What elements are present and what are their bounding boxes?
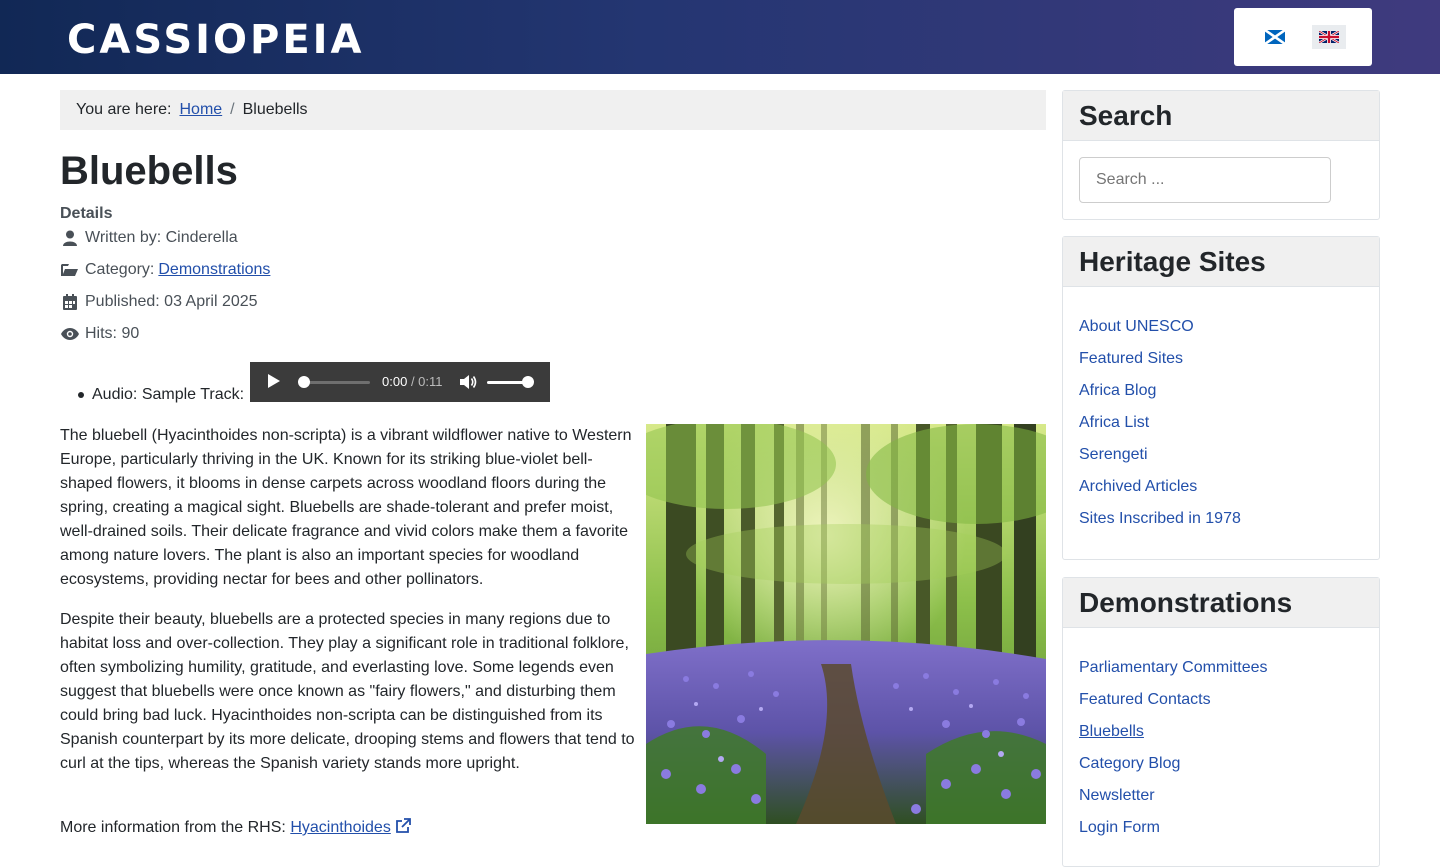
folder-open-icon bbox=[60, 260, 80, 280]
rhs-link[interactable]: Hyacinthoides bbox=[290, 819, 391, 836]
menu-link-about-unesco[interactable]: About UNESCO bbox=[1079, 318, 1194, 335]
search-module-title: Search bbox=[1063, 91, 1379, 141]
menu-item bbox=[1079, 684, 1363, 716]
menu-link-archived-articles[interactable]: Archived Articles bbox=[1079, 478, 1198, 495]
menu-link-parliamentary-committees[interactable]: Parliamentary Committees bbox=[1079, 659, 1268, 676]
published-text: Published: 03 April 2025 bbox=[85, 293, 258, 310]
audio-progress-bar[interactable] bbox=[304, 381, 370, 384]
audio-time-current: 0:00 bbox=[382, 374, 408, 389]
article-paragraph-1: The bluebell (Hyacinthoides non-scripta) is a vibrant wildflower native to Western Europe, particularly thriving in the UK. Known for its striking blue-violet bell-shaped flowers, it blooms in dense carpets across woodland floors during the spring, creating a magical sight. Bluebells are shade-tolerant and prefer moist, well-drained soils. Their delicate fragrance and vivid colors make them a favorite among nature lovers. The plant is also an important species for woodland ecosystems, providing nectar for bees and other pollinators. bbox=[60, 427, 632, 588]
audio-time-total: / 0:11 bbox=[410, 374, 443, 389]
flag-uk-icon[interactable] bbox=[1312, 25, 1346, 49]
menu-item bbox=[1079, 652, 1363, 684]
user-icon bbox=[60, 228, 80, 248]
menu-link-category-blog[interactable]: Category Blog bbox=[1079, 755, 1181, 772]
flag-scotland-icon[interactable] bbox=[1258, 25, 1292, 49]
heritage-sites-menu bbox=[1063, 287, 1379, 551]
author-text: Written by: Cinderella bbox=[85, 229, 238, 246]
external-link-icon[interactable] bbox=[395, 818, 411, 842]
menu-link-bluebells[interactable]: Bluebells bbox=[1079, 723, 1144, 740]
more-info-paragraph bbox=[60, 816, 635, 842]
menu-item bbox=[1079, 407, 1363, 439]
details-label: Details bbox=[60, 205, 113, 222]
breadcrumb-separator: / bbox=[230, 101, 235, 118]
more-info-prefix: More information from the RHS: bbox=[60, 819, 286, 836]
search-input[interactable] bbox=[1079, 157, 1331, 203]
eye-icon bbox=[60, 324, 80, 344]
menu-item bbox=[1079, 812, 1363, 844]
category-row bbox=[60, 258, 270, 282]
volume-icon[interactable] bbox=[460, 374, 478, 393]
hits-row bbox=[60, 322, 139, 346]
audio-player bbox=[250, 362, 550, 402]
calendar-icon bbox=[60, 292, 80, 312]
category-label: Category: bbox=[85, 261, 155, 278]
menu-item bbox=[1079, 503, 1363, 535]
menu-link-newsletter[interactable]: Newsletter bbox=[1079, 787, 1155, 804]
article-paragraph-2: Despite their beauty, bluebells are a protected species in many regions due to habitat loss and over-collection. They play a significant role in traditional folklore, often symbolizing humility, gratitude, and everlasting love. Some legends even suggest that bluebells were once known as "fairy flowers," and disturbing them could bring bad luck. Hyacinthoides non-scripta can be distinguished from its Spanish counterpart by its more delicate, drooping stems and flowers that tend to curl at the tips, whereas the Spanish variety stands more upright. bbox=[60, 611, 635, 772]
menu-item bbox=[1079, 748, 1363, 780]
volume-slider[interactable] bbox=[487, 381, 527, 384]
menu-item bbox=[1079, 311, 1363, 343]
breadcrumb-current: Bluebells bbox=[242, 101, 308, 118]
demonstrations-module bbox=[1062, 577, 1380, 867]
site-header bbox=[0, 0, 1440, 74]
menu-item bbox=[1079, 439, 1363, 471]
menu-link-serengeti[interactable]: Serengeti bbox=[1079, 446, 1148, 463]
heritage-sites-title: Heritage Sites bbox=[1063, 237, 1379, 287]
audio-progress-handle[interactable] bbox=[298, 376, 310, 388]
play-icon[interactable] bbox=[268, 374, 280, 388]
menu-item bbox=[1079, 375, 1363, 407]
breadcrumb-prefix: You are here: bbox=[76, 101, 172, 118]
search-module bbox=[1062, 90, 1380, 220]
bluebell-woodland-image bbox=[646, 424, 1046, 824]
site-brand[interactable]: CASSIOPEIA bbox=[67, 17, 365, 63]
bullet bbox=[78, 392, 84, 398]
breadcrumb-home-link[interactable]: Home bbox=[179, 101, 223, 118]
page-title: Bluebells bbox=[60, 149, 238, 193]
menu-item bbox=[1079, 471, 1363, 503]
demonstrations-menu bbox=[1063, 628, 1379, 860]
author-row bbox=[60, 226, 238, 250]
audio-time bbox=[382, 374, 443, 389]
audio-label: Audio: Sample Track: bbox=[92, 386, 245, 403]
menu-link-featured-sites[interactable]: Featured Sites bbox=[1079, 350, 1184, 367]
menu-link-sites-1978[interactable]: Sites Inscribed in 1978 bbox=[1079, 510, 1241, 527]
category-link[interactable]: Demonstrations bbox=[158, 261, 271, 278]
menu-link-login-form[interactable]: Login Form bbox=[1079, 819, 1160, 836]
hits-text: Hits: 90 bbox=[85, 325, 140, 342]
menu-item bbox=[1079, 716, 1363, 748]
volume-slider-handle[interactable] bbox=[522, 376, 534, 388]
menu-item bbox=[1079, 343, 1363, 375]
menu-item bbox=[1079, 780, 1363, 812]
published-row bbox=[60, 290, 258, 314]
menu-link-africa-list[interactable]: Africa List bbox=[1079, 414, 1150, 431]
menu-link-featured-contacts[interactable]: Featured Contacts bbox=[1079, 691, 1211, 708]
menu-link-africa-blog[interactable]: Africa Blog bbox=[1079, 382, 1157, 399]
heritage-sites-module bbox=[1062, 236, 1380, 560]
breadcrumb bbox=[60, 90, 1046, 130]
audio-list-item bbox=[78, 386, 244, 404]
language-switcher bbox=[1234, 8, 1372, 66]
demonstrations-title: Demonstrations bbox=[1063, 578, 1379, 628]
